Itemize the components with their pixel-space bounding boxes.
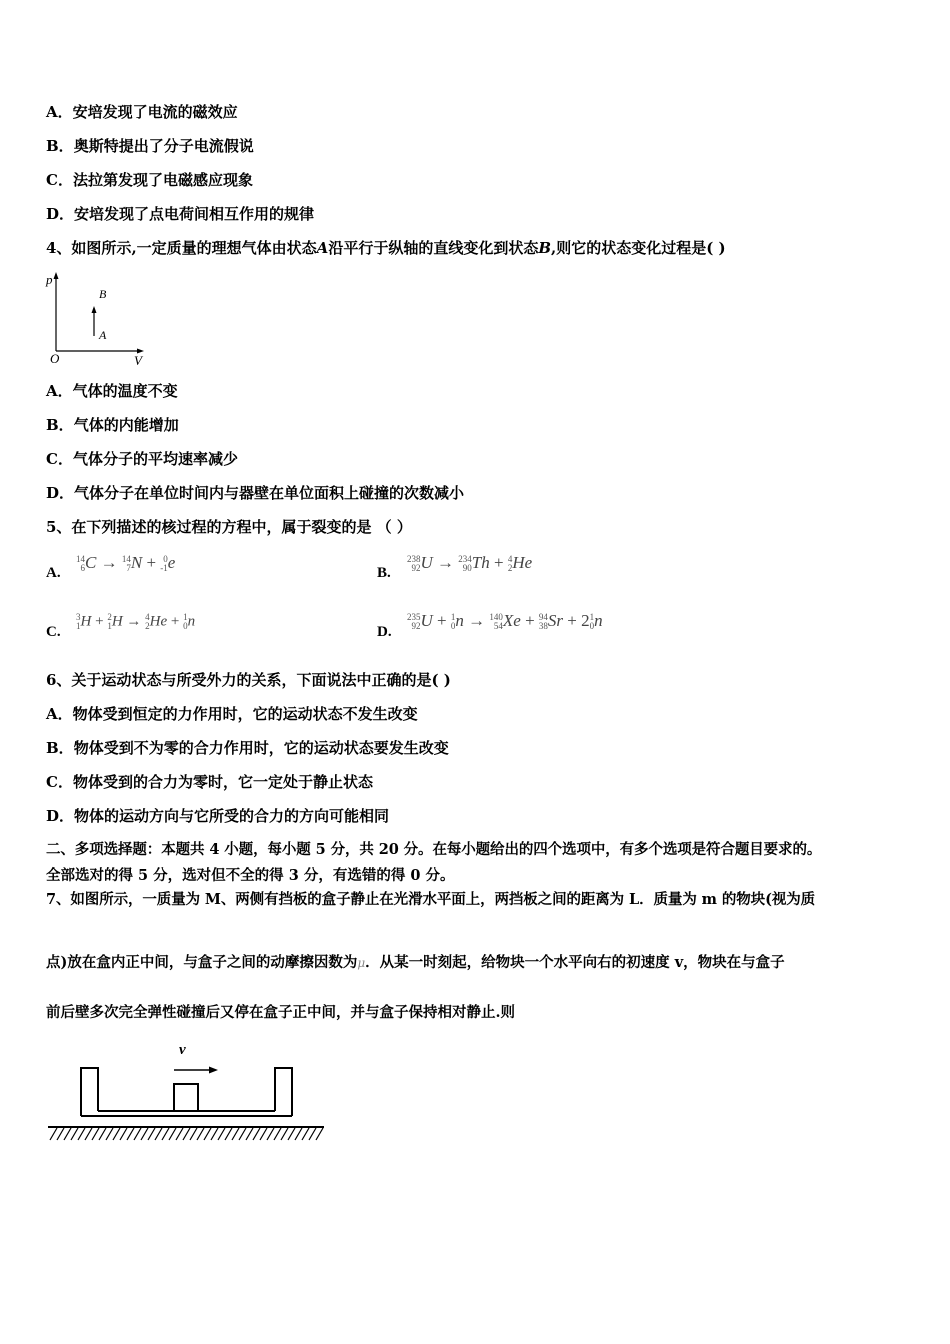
hatch-mark (113, 1128, 120, 1140)
hatch-mark (225, 1128, 232, 1140)
q5-equation-b: 238 92 U → 234 90 Th + 4 2 He (407, 553, 533, 574)
hatch-mark (57, 1128, 64, 1140)
q4-option-b: B．气体的内能增加 (46, 416, 179, 434)
hatch-mark (92, 1128, 99, 1140)
hatch-mark (211, 1128, 218, 1140)
p-axis-label: p (46, 272, 53, 287)
q7-stem-line2: 点)放在盒内正中间，与盒子之间的动摩擦因数为$^\mu$．从某一时刻起，给物块一个水平向右的初速度 v，物块在与盒子 (46, 954, 785, 971)
hatch-mark (71, 1128, 78, 1140)
hatch-mark (127, 1128, 134, 1140)
hatch-mark (169, 1128, 176, 1140)
q4-option-a: A．气体的温度不变 (46, 382, 178, 400)
hatch-mark (197, 1128, 204, 1140)
hatch-mark (204, 1128, 211, 1140)
hatch-mark (253, 1128, 260, 1140)
hatch-mark (176, 1128, 183, 1140)
section2-header-line1: 二、多项选择题：本题共 4 小题，每小题 5 分，共 20 分。在每小题给出的四个选项中，有多个选项是符合题目要求的。 (46, 841, 822, 858)
q4-pv-graph (44, 268, 154, 368)
state-b-label: B (99, 287, 107, 301)
q5-label-d: D. (377, 624, 392, 640)
q7-box-figure (44, 1036, 334, 1148)
ground-hatching (50, 1128, 323, 1140)
hatch-mark (218, 1128, 225, 1140)
hatch-mark (50, 1128, 57, 1140)
hatch-mark (281, 1128, 288, 1140)
hatch-mark (274, 1128, 281, 1140)
hatch-mark (134, 1128, 141, 1140)
q7-stem-line1: 7、如图所示，一质量为 M、两侧有挡板的盒子静止在光滑水平面上，两挡板之间的距离为 L．质量为 m 的物块(视为质 (46, 891, 816, 908)
q5-label-c: C. (46, 624, 61, 640)
q3-option-a: A．安培发现了电流的磁效应 (46, 103, 238, 121)
hatch-mark (267, 1128, 274, 1140)
hatch-mark (99, 1128, 106, 1140)
q6-stem: 6、关于运动状态与所受外力的关系，下面说法中正确的是( ) (46, 671, 451, 689)
hatch-mark (64, 1128, 71, 1140)
hatch-mark (155, 1128, 162, 1140)
q3-option-b: B．奥斯特提出了分子电流假说 (46, 137, 254, 155)
q3-option-c: C．法拉第发现了电磁感应现象 (46, 171, 253, 189)
hatch-mark (190, 1128, 197, 1140)
hatch-mark (120, 1128, 127, 1140)
q5-label-b: B. (377, 565, 391, 581)
hatch-mark (309, 1128, 316, 1140)
hatch-mark (148, 1128, 155, 1140)
hatch-mark (239, 1128, 246, 1140)
q6-option-b: B．物体受到不为零的合力作用时，它的运动状态要发生改变 (46, 739, 449, 757)
hatch-mark (295, 1128, 302, 1140)
hatch-mark (141, 1128, 148, 1140)
hatch-mark (316, 1128, 323, 1140)
hatch-mark (85, 1128, 92, 1140)
q5-equation-c: 3 1 H + 2 1 H → 4 2 He + 1 0 n (76, 612, 196, 631)
q6-option-a: A．物体受到恒定的力作用时，它的运动状态不发生改变 (46, 705, 418, 723)
hatch-mark (78, 1128, 85, 1140)
q5-label-a: A. (46, 565, 61, 581)
hatch-mark (106, 1128, 113, 1140)
hatch-mark (302, 1128, 309, 1140)
q5-equation-a: 14 6 C → 14 7 N + 0 -1 e (76, 553, 176, 574)
section2-header-line2: 全部选对的得 5 分，选对但不全的得 3 分，有选错的得 0 分。 (46, 867, 455, 884)
q4-option-c: C．气体分子的平均速率减少 (46, 450, 238, 468)
block (174, 1084, 198, 1111)
hatch-mark (162, 1128, 169, 1140)
state-a-label: A (99, 328, 107, 342)
q4-option-d: D．气体分子在单位时间内与器壁在单位面积上碰撞的次数减小 (46, 484, 465, 502)
hatch-mark (183, 1128, 190, 1140)
hatch-mark (288, 1128, 295, 1140)
v-axis-label: V (134, 353, 142, 368)
q5-stem: 5、在下列描述的核过程的方程中，属于裂变的是 （ ） (46, 518, 412, 536)
origin-label: O (50, 351, 60, 366)
hatch-mark (260, 1128, 267, 1140)
q6-option-c: C．物体受到的合力为零时，它一定处于静止状态 (46, 773, 373, 791)
q7-stem-line3: 前后壁多次完全弹性碰撞后又停在盒子正中间，并与盒子保持相对静止.则 (46, 1004, 516, 1021)
q3-option-d: D．安培发现了点电荷间相互作用的规律 (46, 205, 315, 223)
q6-option-d: D．物体的运动方向与它所受的合力的方向可能相同 (46, 807, 390, 825)
q5-equation-d: 235 92 U + 1 0 n → 140 54 Xe + 94 38 Sr + 2 1 0 n (407, 611, 603, 632)
hatch-mark (232, 1128, 239, 1140)
hatch-mark (246, 1128, 253, 1140)
q4-stem: 4、如图所示,一定质量的理想气体由状态A沿平行于纵轴的直线变化到状态B,则它的状态变化过程是( ) (46, 239, 726, 257)
velocity-label: v (179, 1042, 186, 1058)
